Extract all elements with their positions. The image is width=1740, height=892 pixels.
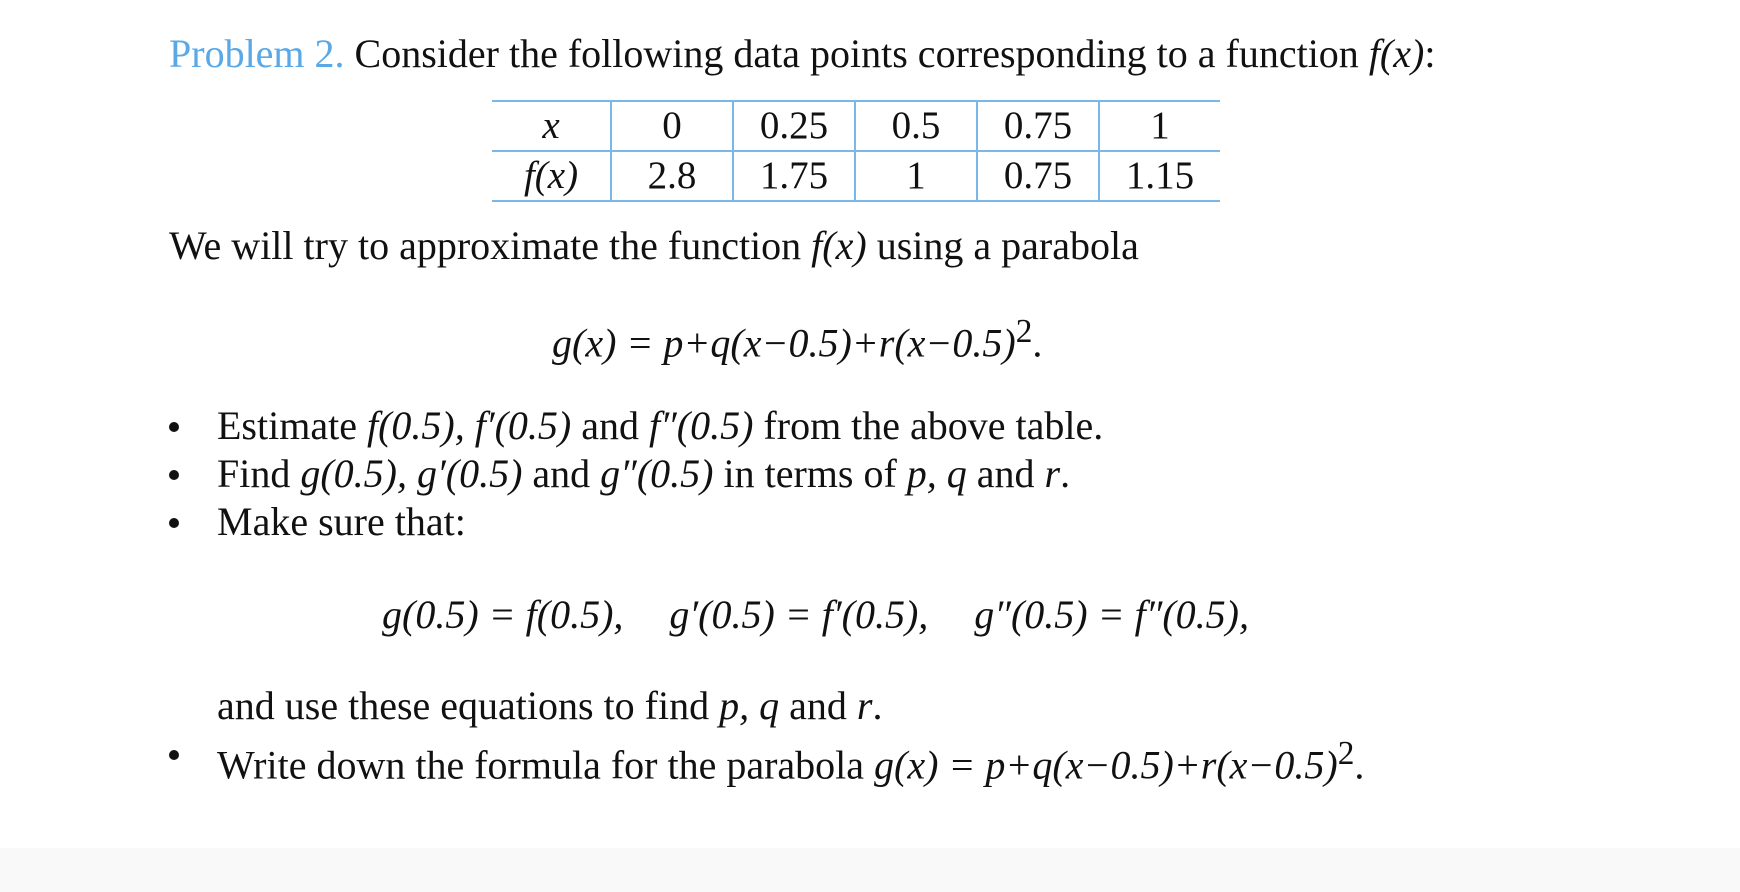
data-table — [492, 100, 1220, 202]
bullet-text: Estimate — [217, 403, 367, 448]
bullet-exponent: 2 — [1337, 735, 1355, 772]
bullet-text: Find — [217, 451, 301, 496]
table-cell: 1 — [855, 151, 977, 201]
condition-first-derivative: g′(0.5) = f′(0.5), — [669, 592, 929, 637]
task-list — [169, 402, 1103, 546]
problem-text: Consider the following data points corresponding to a function — [344, 31, 1369, 76]
bullet-text: and — [522, 451, 601, 496]
table-cell: 0 — [611, 101, 733, 151]
condition-value: g(0.5) = f(0.5), — [382, 592, 624, 637]
table-cell: 0.75 — [977, 101, 1099, 151]
final-task-list — [169, 730, 1364, 789]
bullet-math: g″(0.5) — [600, 451, 714, 496]
continuation-math: p, q — [719, 683, 780, 728]
problem-label: Problem 2. — [169, 31, 345, 76]
continuation-part: and — [779, 683, 857, 728]
bullet-math: p, q — [906, 451, 967, 496]
intro-tail: using a parabola — [866, 223, 1139, 268]
problem-function-math: f(x) — [1368, 31, 1425, 76]
bullet-text: Make sure that: — [217, 499, 466, 544]
bullet-icon — [169, 750, 179, 760]
parabola-equation-period: . — [1032, 320, 1043, 366]
table-row-label-x: x — [492, 101, 611, 151]
intro-paragraph — [169, 222, 1139, 270]
bullet-icon — [169, 518, 179, 528]
list-item — [169, 402, 1103, 450]
table-cell: 2.8 — [611, 151, 733, 201]
bullet-text: . — [1354, 742, 1365, 788]
problem-heading — [169, 30, 1435, 78]
parabola-equation-body: g(x) = p+q(x−0.5)+r(x−0.5) — [552, 320, 1016, 366]
bullet-math: f″(0.5) — [649, 403, 754, 448]
continuation-math: r — [856, 683, 873, 728]
continuation-part: . — [872, 683, 883, 728]
bullet-icon — [169, 422, 179, 432]
bullet-math: g(0.5), g′(0.5) — [300, 451, 523, 496]
table-row-label-fx: f(x) — [492, 151, 611, 201]
bullet-text: from the above table. — [753, 403, 1104, 448]
intro-text: We will try to approximate the function — [169, 223, 812, 268]
bullet-math: r — [1044, 451, 1061, 496]
continuation-part: and use these equations to find — [217, 683, 720, 728]
bullet-text: and — [966, 451, 1045, 496]
bullet-icon — [169, 470, 179, 480]
parabola-equation — [552, 308, 1042, 367]
table-cell: 1 — [1099, 101, 1220, 151]
bullet-text: in terms of — [713, 451, 907, 496]
list-item — [169, 498, 1103, 546]
bullet-math: f(0.5), f′(0.5) — [366, 403, 572, 448]
table-cell: 0.5 — [855, 101, 977, 151]
bullet-text: Write down the formula for the parabola — [217, 742, 875, 788]
table-cell: 1.75 — [733, 151, 855, 201]
table-row-x — [492, 101, 1220, 151]
table-cell: 1.15 — [1099, 151, 1220, 201]
problem-colon: : — [1424, 31, 1436, 76]
table-row-fx — [492, 151, 1220, 201]
bullet-text: . — [1060, 451, 1071, 496]
list-item — [169, 730, 1364, 789]
continuation-text — [217, 682, 882, 730]
intro-math: f(x) — [811, 223, 867, 268]
matching-conditions-equation — [382, 591, 1249, 639]
table-cell: 0.75 — [977, 151, 1099, 201]
parabola-equation-exponent: 2 — [1015, 313, 1033, 350]
bottom-band — [0, 848, 1740, 892]
table-cell: 0.25 — [733, 101, 855, 151]
bullet-math: g(x) = p+q(x−0.5)+r(x−0.5) — [874, 742, 1338, 788]
list-item — [169, 450, 1103, 498]
bullet-text: and — [571, 403, 649, 448]
condition-second-derivative: g″(0.5) = f″(0.5), — [974, 592, 1249, 637]
